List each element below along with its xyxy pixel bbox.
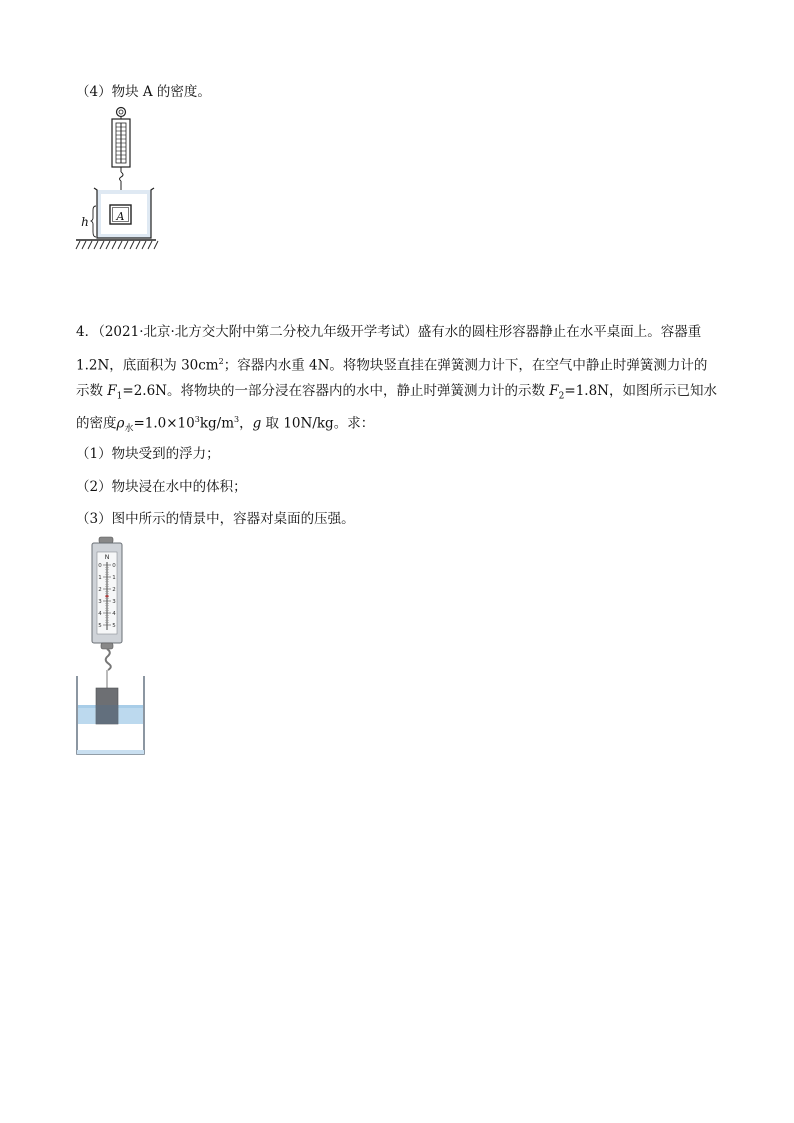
scale-tick-label: 5 — [112, 623, 116, 629]
scale-tick-label: 4 — [112, 611, 116, 617]
q4-number: 4． — [76, 324, 99, 340]
figure-spring-scale-block-a — [70, 104, 170, 256]
scale-pointer — [106, 595, 109, 597]
q4-source: （2021·北京·北方交大附中第二分校九年级开学考试） — [98, 324, 418, 340]
scale-hook-2 — [106, 649, 111, 670]
scale-hook — [120, 172, 124, 181]
q4-line-2: 1.2N，底面积为 $30cm^2$；容器内水重 4N。将物块竖直挂在弹簧测力计下，在空气中静止时弹簧测力计的 — [76, 357, 708, 374]
figure-spring-scale-water — [72, 536, 152, 756]
scale-ring — [117, 108, 126, 117]
q4-line-4: 的密度$\rho_水=1.0\times 10^3kg/m^3$，g 取 10N/kg。求： — [76, 415, 375, 435]
scale-tick-label: 0 — [98, 563, 102, 569]
scale-tick-label: 0 — [112, 563, 116, 569]
q4-part1: （1）物块受到的浮力； — [76, 446, 220, 462]
q4-part2: （2）物块浸在水中的体积； — [76, 479, 247, 495]
q3-part4-text: （4）物块 A 的密度。 — [76, 84, 211, 100]
q4-line-3: 示数 $F_1=2.6N$。将物块的一部分浸在容器内的水中，静止时弹簧测力计的示数 $F_2=1.8N$，如图所示已知水 — [76, 383, 717, 402]
scale-tick-label: 2 — [98, 587, 102, 593]
q4-part3: （3）图中所示的情景中，容器对桌面的压强。 — [76, 511, 355, 527]
scale-tick-label: 3 — [98, 599, 102, 605]
scale-tick-label: 2 — [112, 587, 116, 593]
h-brace — [91, 206, 96, 237]
scale-unit: N — [104, 553, 110, 561]
scale-tick-label: 1 — [112, 575, 116, 581]
scale-tick-label: 5 — [98, 623, 102, 629]
h-label: h — [81, 215, 89, 229]
scale-tick-label: 1 — [98, 575, 102, 581]
block-a-label: A — [116, 210, 125, 223]
q4-line-1: 4．（2021·北京·北方交大附中第二分校九年级开学考试）盛有水的圆柱形容器静止在水平桌面上。容器重 — [76, 324, 702, 340]
scale-tick-label: 4 — [98, 611, 102, 617]
scale-tick-label: 3 — [112, 599, 116, 605]
